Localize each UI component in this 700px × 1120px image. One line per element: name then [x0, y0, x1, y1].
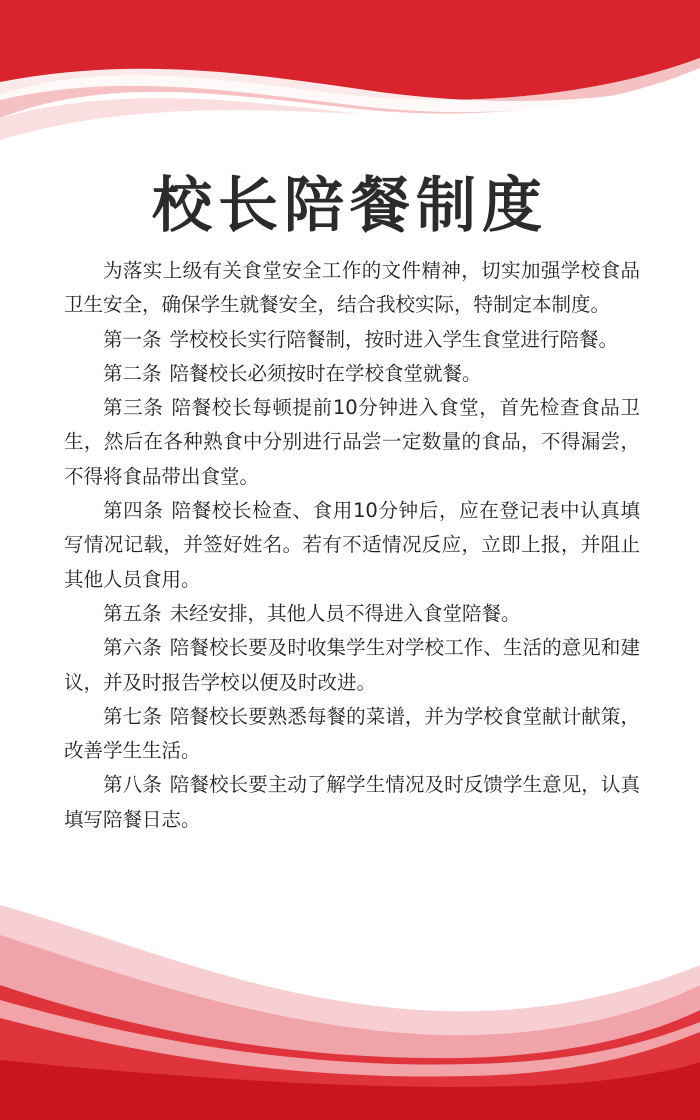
article-4: [64, 494, 640, 597]
article-text: 陪餐校长要及时收集学生对学校工作、生活的意见和建议，并及时报告学校以便及时改进。: [64, 636, 640, 694]
article-7: [64, 700, 640, 769]
article-text: 陪餐校长每顿提前10分钟进入食堂，首先检查食品卫生，然后在各种熟食中分别进行品尝一定数量的食品，不得漏尝，不得将食品带出食堂。: [64, 396, 640, 488]
article-number: 第一条: [103, 327, 162, 351]
article-text: 未经安排，其他人员不得进入食堂陪餐。: [169, 601, 521, 625]
article-number: 第六条: [103, 636, 162, 660]
article-number: 第七条: [103, 704, 162, 728]
article-text: 学校校长实行陪餐制，按时进入学生食堂进行陪餐。: [169, 327, 619, 351]
article-6: [64, 631, 640, 700]
article-text: 陪餐校长要主动了解学生情况及时反馈学生意见，认真填写陪餐日志。: [64, 773, 640, 831]
article-number: 第三条: [103, 396, 164, 420]
regulation-body: [64, 254, 640, 837]
article-text: 陪餐校长要熟悉每餐的菜谱，并为学校食堂献计献策，改善学生生活。: [64, 704, 640, 763]
intro-paragraph: 为落实上级有关食堂安全工作的文件精神，切实加强学校食品卫生安全，确保学生就餐安全，结合我校实际，特制定本制度。: [64, 259, 640, 317]
article-8: [64, 768, 640, 837]
article-3: [64, 391, 640, 494]
page-title: 校长陪餐制度: [152, 171, 548, 241]
article-number: 第四条: [103, 499, 164, 523]
article-number: 第八条: [103, 773, 162, 797]
article-number: 第五条: [103, 601, 162, 625]
article-2: [64, 357, 640, 391]
article-5: [64, 597, 640, 631]
top-light-edge: [0, 98, 360, 140]
article-text: 陪餐校长必须按时在学校食堂就餐。: [169, 361, 482, 385]
article-number: 第二条: [103, 361, 162, 385]
article-text: 陪餐校长检查、食用10分钟后，应在登记表中认真填写情况记载，并签好姓名。若有不适情况反应，立即上报，并阻止其他人员食用。: [64, 499, 640, 591]
article-1: [64, 323, 640, 357]
